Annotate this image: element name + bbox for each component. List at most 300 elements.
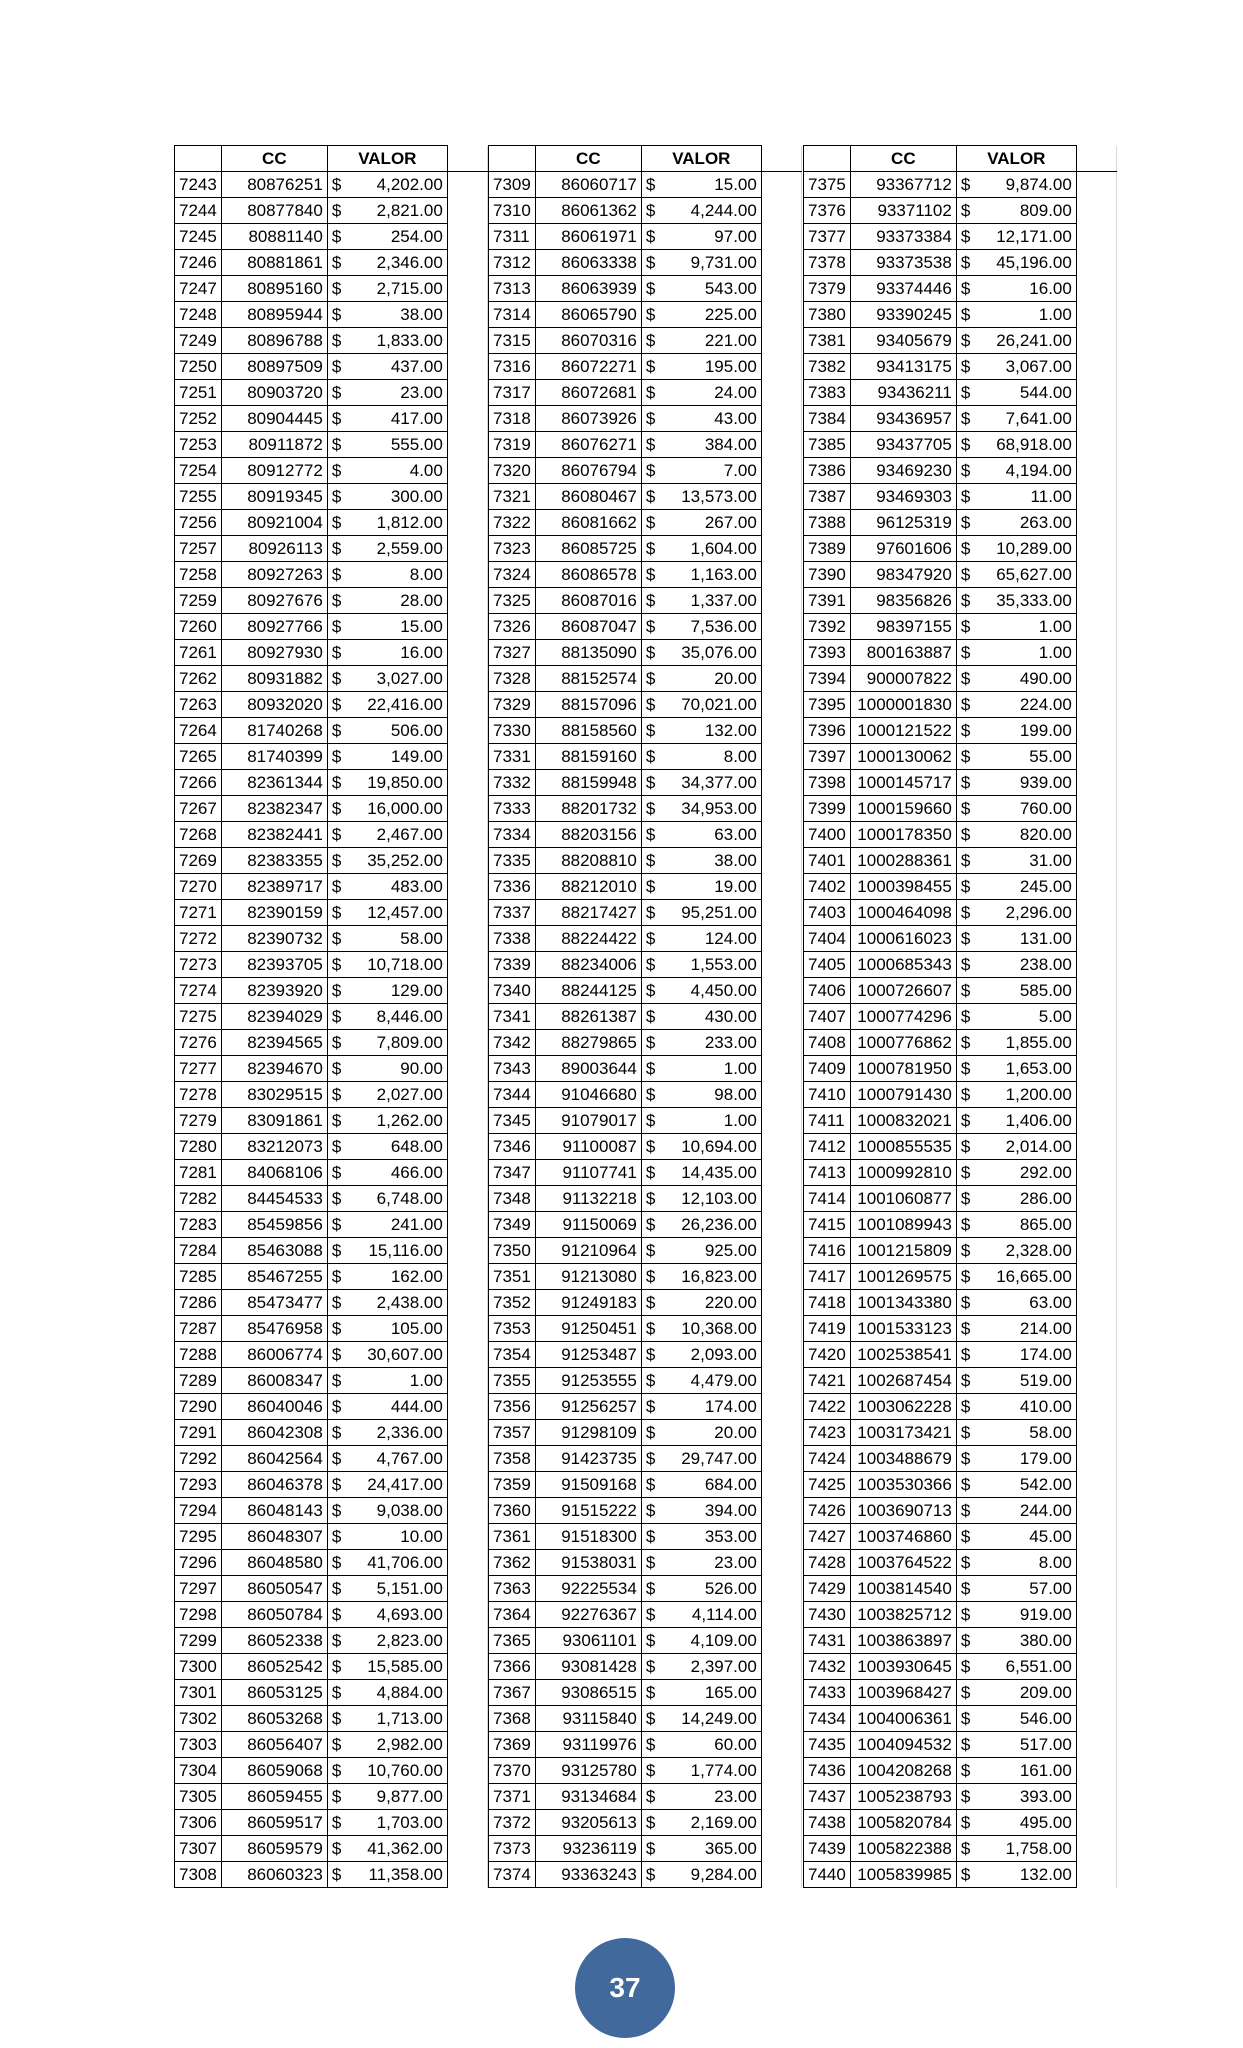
valor-cell <box>956 874 1076 900</box>
valor-cell <box>641 1810 761 1836</box>
column-gap <box>447 276 487 302</box>
table-row <box>804 1836 1117 1862</box>
row-index: 7397 <box>804 744 851 770</box>
row-index: 7345 <box>489 1108 536 1134</box>
currency-symbol: $ <box>960 799 971 818</box>
valor-cell <box>641 1212 761 1238</box>
currency-symbol: $ <box>331 1267 342 1286</box>
cc-value: 86080467 <box>535 484 641 510</box>
valor-cell <box>956 328 1076 354</box>
valor-amount: 1,703.00 <box>376 1813 443 1832</box>
currency-symbol: $ <box>960 1475 971 1494</box>
column-gap <box>761 692 801 718</box>
cc-value: 1000121522 <box>850 718 956 744</box>
table-row <box>804 978 1117 1004</box>
valor-amount: 11.00 <box>1030 487 1072 506</box>
row-index: 7379 <box>804 276 851 302</box>
column-gap <box>447 640 487 666</box>
row-index: 7288 <box>175 1342 222 1368</box>
valor-cell <box>641 1394 761 1420</box>
valor-amount: 393.00 <box>1019 1787 1072 1806</box>
valor-amount: 1,812.00 <box>376 513 443 532</box>
currency-symbol: $ <box>645 799 656 818</box>
valor-amount: 263.00 <box>1019 513 1072 532</box>
row-index: 7373 <box>489 1836 536 1862</box>
row-index: 7348 <box>489 1186 536 1212</box>
table-row <box>175 978 488 1004</box>
valor-amount: 45.00 <box>1029 1527 1072 1546</box>
header-row <box>804 146 1117 172</box>
valor-amount: 546.00 <box>1019 1709 1072 1728</box>
cc-value: 1001533123 <box>850 1316 956 1342</box>
row-index: 7333 <box>489 796 536 822</box>
valor-amount: 919.00 <box>1019 1605 1072 1624</box>
valor-cell <box>327 718 447 744</box>
valor-amount: 2,328.00 <box>1005 1241 1072 1260</box>
column-gap <box>761 484 801 510</box>
column-gap <box>447 328 487 354</box>
column-gap <box>761 1472 801 1498</box>
row-index: 7363 <box>489 1576 536 1602</box>
column-gap <box>447 952 487 978</box>
cc-value: 93061101 <box>535 1628 641 1654</box>
table-row <box>489 1394 802 1420</box>
column-gap <box>1076 1576 1116 1602</box>
column-gap <box>761 406 801 432</box>
valor-amount: 11,358.00 <box>368 1865 443 1884</box>
valor-amount: 648.00 <box>390 1137 443 1156</box>
cc-value: 88217427 <box>535 900 641 926</box>
cc-value: 85473477 <box>221 1290 327 1316</box>
table-row <box>489 1108 802 1134</box>
currency-symbol: $ <box>960 1449 971 1468</box>
currency-symbol: $ <box>331 1293 342 1312</box>
valor-amount: 30,607.00 <box>367 1345 443 1364</box>
row-index: 7349 <box>489 1212 536 1238</box>
column-gap <box>447 1264 487 1290</box>
column-gap <box>761 1524 801 1550</box>
currency-symbol: $ <box>960 1579 971 1598</box>
currency-symbol: $ <box>960 1111 971 1130</box>
table-row <box>489 1160 802 1186</box>
column-gap <box>1076 406 1116 432</box>
row-index: 7259 <box>175 588 222 614</box>
valor-amount: 1.00 <box>723 1059 757 1078</box>
valor-amount: 4,202.00 <box>376 175 443 194</box>
cc-value: 93205613 <box>535 1810 641 1836</box>
table-row <box>175 172 488 198</box>
currency-symbol: $ <box>331 1631 342 1650</box>
table-row <box>489 1082 802 1108</box>
valor-amount: 2,821.00 <box>376 201 443 220</box>
valor-cell <box>641 250 761 276</box>
valor-amount: 939.00 <box>1019 773 1072 792</box>
valor-cell <box>956 1654 1076 1680</box>
column-gap <box>447 1368 487 1394</box>
valor-cell <box>327 640 447 666</box>
row-index: 7321 <box>489 484 536 510</box>
cc-value: 1000791430 <box>850 1082 956 1108</box>
cc-value: 93373538 <box>850 250 956 276</box>
valor-amount: 63.00 <box>714 825 757 844</box>
valor-cell <box>327 1134 447 1160</box>
cc-value: 88152574 <box>535 666 641 692</box>
row-index: 7284 <box>175 1238 222 1264</box>
table-row <box>175 458 488 484</box>
cc-value: 1002687454 <box>850 1368 956 1394</box>
row-index: 7280 <box>175 1134 222 1160</box>
cc-value: 1000616023 <box>850 926 956 952</box>
valor-cell <box>641 978 761 1004</box>
valor-amount: 97.00 <box>714 227 757 246</box>
table-row <box>804 1212 1117 1238</box>
valor-cell <box>327 562 447 588</box>
currency-symbol: $ <box>645 773 656 792</box>
currency-symbol: $ <box>331 851 342 870</box>
column-gap <box>447 666 487 692</box>
valor-amount: 179.00 <box>1019 1449 1072 1468</box>
row-index: 7313 <box>489 276 536 302</box>
currency-symbol: $ <box>645 1059 656 1078</box>
column-gap <box>1076 1290 1116 1316</box>
valor-amount: 3,027.00 <box>376 669 443 688</box>
cc-value: 1003488679 <box>850 1446 956 1472</box>
row-index: 7250 <box>175 354 222 380</box>
currency-symbol: $ <box>960 1761 971 1780</box>
column-gap <box>1076 1836 1116 1862</box>
row-index: 7245 <box>175 224 222 250</box>
table-block-3 <box>803 145 1117 1888</box>
currency-symbol: $ <box>960 513 971 532</box>
cc-value: 93469230 <box>850 458 956 484</box>
row-index: 7256 <box>175 510 222 536</box>
cc-value: 80927930 <box>221 640 327 666</box>
valor-cell <box>956 1316 1076 1342</box>
table-row <box>175 1810 488 1836</box>
cc-value: 85476958 <box>221 1316 327 1342</box>
valor-amount: 70,021.00 <box>681 695 757 714</box>
cc-value: 91249183 <box>535 1290 641 1316</box>
valor-amount: 41,706.00 <box>367 1553 443 1572</box>
valor-cell <box>327 1550 447 1576</box>
row-index: 7332 <box>489 770 536 796</box>
row-index: 7430 <box>804 1602 851 1628</box>
valor-cell <box>641 1004 761 1030</box>
currency-symbol: $ <box>331 721 342 740</box>
row-index: 7268 <box>175 822 222 848</box>
table-row <box>804 276 1117 302</box>
cc-value: 88224422 <box>535 926 641 952</box>
row-index: 7297 <box>175 1576 222 1602</box>
valor-cell <box>956 1784 1076 1810</box>
valor-amount: 55.00 <box>1029 747 1072 766</box>
valor-amount: 1,163.00 <box>690 565 757 584</box>
row-index: 7433 <box>804 1680 851 1706</box>
valor-amount: 8,446.00 <box>376 1007 443 1026</box>
valor-amount: 820.00 <box>1019 825 1072 844</box>
valor-cell <box>641 562 761 588</box>
currency-symbol: $ <box>331 1033 342 1052</box>
currency-symbol: $ <box>960 1527 971 1546</box>
valor-amount: 31.00 <box>1029 851 1072 870</box>
valor-amount: 2,559.00 <box>376 539 443 558</box>
valor-amount: 4,109.00 <box>690 1631 757 1650</box>
currency-symbol: $ <box>645 1787 656 1806</box>
row-index: 7264 <box>175 718 222 744</box>
cc-value: 86060323 <box>221 1862 327 1888</box>
currency-symbol: $ <box>960 721 971 740</box>
row-index: 7384 <box>804 406 851 432</box>
valor-cell <box>956 1420 1076 1446</box>
valor-cell <box>641 1524 761 1550</box>
column-gap <box>761 952 801 978</box>
row-index: 7434 <box>804 1706 851 1732</box>
currency-symbol: $ <box>331 1371 342 1390</box>
row-index: 7395 <box>804 692 851 718</box>
currency-symbol: $ <box>960 1735 971 1754</box>
cc-value: 1000992810 <box>850 1160 956 1186</box>
cc-value: 84068106 <box>221 1160 327 1186</box>
cc-header: CC <box>535 146 641 172</box>
currency-symbol: $ <box>331 331 342 350</box>
valor-cell <box>956 1394 1076 1420</box>
valor-cell <box>641 1446 761 1472</box>
valor-amount: 10,694.00 <box>681 1137 757 1156</box>
row-index: 7309 <box>489 172 536 198</box>
column-gap <box>1076 1134 1116 1160</box>
valor-amount: 23.00 <box>714 1787 757 1806</box>
valor-cell <box>327 458 447 484</box>
cc-value: 91079017 <box>535 1108 641 1134</box>
valor-amount: 4,884.00 <box>376 1683 443 1702</box>
currency-symbol: $ <box>331 1189 342 1208</box>
table-row <box>804 1316 1117 1342</box>
table-row <box>804 640 1117 666</box>
valor-amount: 1,855.00 <box>1005 1033 1072 1052</box>
valor-cell <box>641 822 761 848</box>
valor-amount: 132.00 <box>704 721 757 740</box>
row-index: 7414 <box>804 1186 851 1212</box>
valor-cell <box>956 588 1076 614</box>
valor-amount: 519.00 <box>1019 1371 1072 1390</box>
valor-cell <box>956 900 1076 926</box>
column-gap <box>1076 198 1116 224</box>
column-gap <box>447 406 487 432</box>
column-gap <box>447 172 487 198</box>
column-gap <box>761 1056 801 1082</box>
valor-cell <box>327 770 447 796</box>
currency-symbol: $ <box>960 1813 971 1832</box>
column-gap <box>1076 978 1116 1004</box>
valor-amount: 35,333.00 <box>996 591 1072 610</box>
valor-cell <box>327 1420 447 1446</box>
row-index: 7405 <box>804 952 851 978</box>
valor-cell <box>641 848 761 874</box>
valor-amount: 68,918.00 <box>996 435 1072 454</box>
currency-symbol: $ <box>331 617 342 636</box>
currency-symbol: $ <box>331 1761 342 1780</box>
valor-amount: 214.00 <box>1019 1319 1072 1338</box>
table-row <box>175 822 488 848</box>
table-row <box>804 848 1117 874</box>
column-gap <box>1076 666 1116 692</box>
column-gap <box>1076 224 1116 250</box>
valor-amount: 58.00 <box>1029 1423 1072 1442</box>
cc-value: 91515222 <box>535 1498 641 1524</box>
valor-cell <box>956 952 1076 978</box>
table-row <box>175 1472 488 1498</box>
currency-symbol: $ <box>331 1787 342 1806</box>
table-row <box>804 1654 1117 1680</box>
valor-amount: 4,693.00 <box>376 1605 443 1624</box>
column-gap <box>1076 1784 1116 1810</box>
valor-cell <box>641 328 761 354</box>
table-row <box>804 1576 1117 1602</box>
valor-cell <box>956 640 1076 666</box>
valor-amount: 2,296.00 <box>1005 903 1072 922</box>
valor-amount: 4,114.00 <box>691 1605 757 1624</box>
index-header <box>489 146 536 172</box>
table-row <box>804 328 1117 354</box>
table-row <box>175 874 488 900</box>
valor-amount: 9,874.00 <box>1005 175 1072 194</box>
row-index: 7307 <box>175 1836 222 1862</box>
currency-symbol: $ <box>331 409 342 428</box>
table-row <box>489 1420 802 1446</box>
row-index: 7263 <box>175 692 222 718</box>
currency-symbol: $ <box>645 1033 656 1052</box>
currency-symbol: $ <box>331 253 342 272</box>
valor-amount: 4,479.00 <box>690 1371 757 1390</box>
column-gap <box>447 1238 487 1264</box>
column-gap <box>761 380 801 406</box>
valor-cell <box>641 1238 761 1264</box>
valor-amount: 865.00 <box>1019 1215 1072 1234</box>
valor-cell <box>641 1784 761 1810</box>
valor-cell <box>327 796 447 822</box>
valor-amount: 23.00 <box>714 1553 757 1572</box>
column-gap <box>1076 1394 1116 1420</box>
row-index: 7247 <box>175 276 222 302</box>
currency-symbol: $ <box>645 1865 656 1884</box>
row-index: 7423 <box>804 1420 851 1446</box>
valor-cell <box>327 1238 447 1264</box>
valor-amount: 16,000.00 <box>367 799 443 818</box>
cc-value: 91132218 <box>535 1186 641 1212</box>
cc-value: 86053268 <box>221 1706 327 1732</box>
row-index: 7291 <box>175 1420 222 1446</box>
column-gap <box>1076 1082 1116 1108</box>
valor-amount: 14,249.00 <box>681 1709 757 1728</box>
valor-amount: 34,953.00 <box>681 799 757 818</box>
valor-amount: 300.00 <box>390 487 443 506</box>
currency-symbol: $ <box>960 1345 971 1364</box>
row-index: 7437 <box>804 1784 851 1810</box>
currency-symbol: $ <box>960 539 971 558</box>
row-index: 7254 <box>175 458 222 484</box>
valor-cell <box>327 744 447 770</box>
valor-amount: 195.00 <box>704 357 757 376</box>
table-row <box>489 744 802 770</box>
currency-symbol: $ <box>331 1007 342 1026</box>
currency-symbol: $ <box>960 1605 971 1624</box>
column-gap <box>447 1498 487 1524</box>
valor-amount: 267.00 <box>704 513 757 532</box>
table-row <box>489 198 802 224</box>
column-gap <box>761 1290 801 1316</box>
table-row <box>804 458 1117 484</box>
cc-value: 80881861 <box>221 250 327 276</box>
currency-symbol: $ <box>331 825 342 844</box>
row-index: 7354 <box>489 1342 536 1368</box>
cc-value: 1000464098 <box>850 900 956 926</box>
currency-symbol: $ <box>960 643 971 662</box>
table-row <box>804 1368 1117 1394</box>
cc-value: 80897509 <box>221 354 327 380</box>
currency-symbol: $ <box>645 1007 656 1026</box>
data-table <box>803 145 1117 1888</box>
valor-amount: 220.00 <box>704 1293 757 1312</box>
valor-amount: 444.00 <box>390 1397 443 1416</box>
valor-cell <box>956 848 1076 874</box>
currency-symbol: $ <box>645 1813 656 1832</box>
currency-symbol: $ <box>645 591 656 610</box>
table-row <box>489 1680 802 1706</box>
valor-cell <box>956 1342 1076 1368</box>
table-row <box>489 1576 802 1602</box>
valor-cell <box>956 1602 1076 1628</box>
column-gap <box>447 198 487 224</box>
row-index: 7375 <box>804 172 851 198</box>
column-gap <box>447 484 487 510</box>
cc-value: 1001215809 <box>850 1238 956 1264</box>
table-row <box>489 406 802 432</box>
table-row <box>489 1654 802 1680</box>
row-index: 7435 <box>804 1732 851 1758</box>
valor-cell <box>641 1368 761 1394</box>
valor-cell <box>956 458 1076 484</box>
currency-symbol: $ <box>331 1553 342 1572</box>
valor-amount: 5.00 <box>1038 1007 1072 1026</box>
valor-amount: 161.00 <box>1019 1761 1072 1780</box>
valor-amount: 380.00 <box>1019 1631 1072 1650</box>
currency-symbol: $ <box>331 643 342 662</box>
row-index: 7281 <box>175 1160 222 1186</box>
valor-cell <box>956 224 1076 250</box>
table-row <box>489 1836 802 1862</box>
currency-symbol: $ <box>331 357 342 376</box>
cc-value: 80927263 <box>221 562 327 588</box>
table-row <box>489 432 802 458</box>
row-index: 7285 <box>175 1264 222 1290</box>
cc-value: 93390245 <box>850 302 956 328</box>
column-gap <box>447 1836 487 1862</box>
column-gap <box>761 1368 801 1394</box>
column-gap <box>447 1056 487 1082</box>
valor-cell <box>327 484 447 510</box>
valor-amount: 6,748.00 <box>376 1189 443 1208</box>
cc-value: 82394670 <box>221 1056 327 1082</box>
table-row <box>489 1030 802 1056</box>
table-row <box>804 1238 1117 1264</box>
valor-cell <box>327 536 447 562</box>
column-gap <box>1076 1316 1116 1342</box>
column-gap <box>761 1732 801 1758</box>
valor-cell <box>956 1628 1076 1654</box>
column-gap <box>1076 1810 1116 1836</box>
currency-symbol: $ <box>645 539 656 558</box>
row-index: 7286 <box>175 1290 222 1316</box>
